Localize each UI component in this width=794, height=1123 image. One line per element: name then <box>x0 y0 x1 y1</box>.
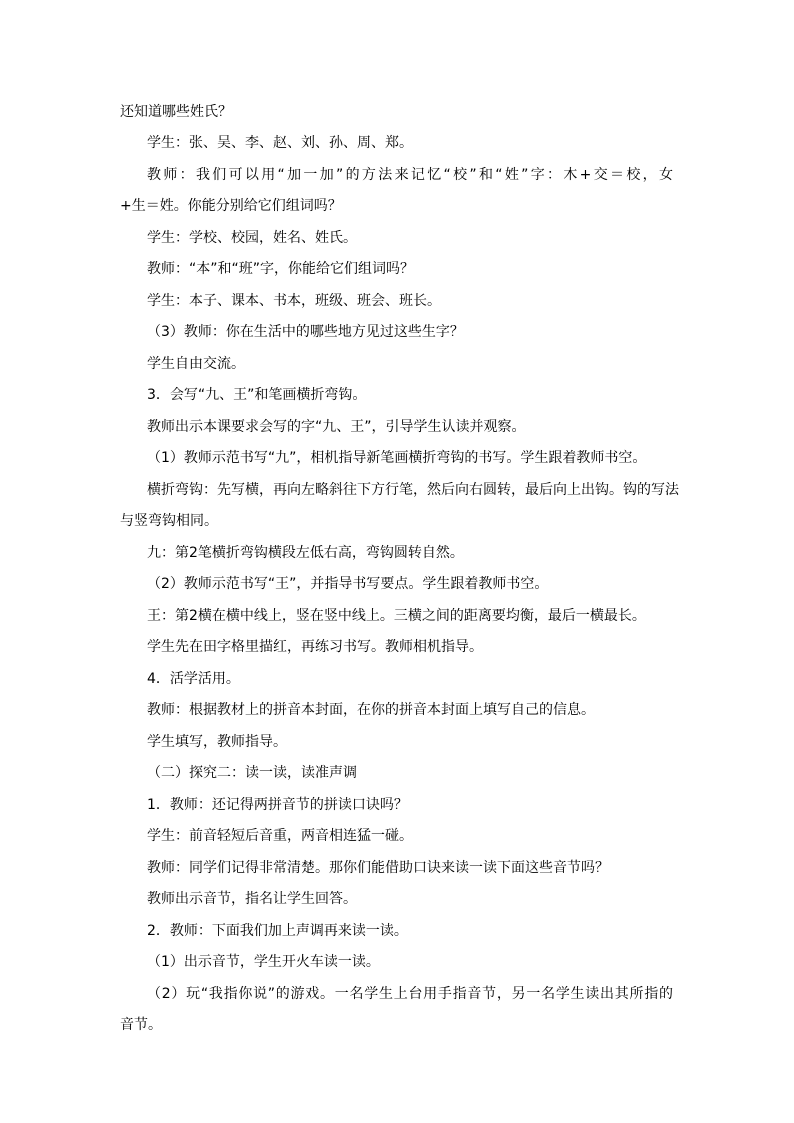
paragraph-line: 教师：同学们记得非常清楚。那你们能借助口诀来读一读下面这些音节吗？ <box>147 860 609 876</box>
paragraph-line: 学生先在田字格里描红，再练习书写。教师相机指导。 <box>147 639 483 655</box>
paragraph-line: 2．教师：下面我们加上声调再来读一读。 <box>147 923 408 939</box>
paragraph-line: 教师：根据教材上的拼音本封面，在你的拼音本封面上填写自己的信息。 <box>147 702 595 718</box>
paragraph-line: 横折弯钩：先写横，再向左略斜往下方行笔，然后向右圆转，最后向上出钩。钩的写法 <box>147 482 679 498</box>
paragraph-line: （3）教师：你在生活中的哪些地方见过这些生字？ <box>147 324 464 340</box>
paragraph-line: 学生：本子、课本、书本，班级、班会、班长。 <box>147 293 441 309</box>
paragraph-line: +生＝姓。你能分别给它们组词吗？ <box>120 198 342 214</box>
paragraph-line: 教师：“本”和“班”字，你能给它们组词吗？ <box>147 261 415 277</box>
paragraph-line: 学生自由交流。 <box>147 356 245 372</box>
paragraph-line: 学生：学校、校园，姓名、姓氏。 <box>147 230 357 246</box>
paragraph-line: 1．教师：还记得两拼音节的拼读口诀吗？ <box>147 797 408 813</box>
section-heading: （二）探究二：读一读，读准声调 <box>147 765 357 781</box>
paragraph-line: 学生：前音轻短后音重，两音相连猛一碰。 <box>147 828 413 844</box>
paragraph-line: 与竖弯钩相同。 <box>120 513 218 529</box>
paragraph-line: 音节。 <box>120 1017 162 1033</box>
paragraph-line: 教师出示音节，指名让学生回答。 <box>147 891 357 907</box>
paragraph-line: （2）教师示范书写“王”，并指导书写要点。学生跟着教师书空。 <box>147 576 549 592</box>
paragraph-line: 教师：我们可以用“加一加”的方法来记忆“校”和“姓”字：木+交＝校，女 <box>147 167 673 183</box>
paragraph-line: 学生填写，教师指导。 <box>147 734 287 750</box>
paragraph-line: 学生：张、吴、李、赵、刘、孙、周、郑。 <box>147 135 413 151</box>
section-heading: 3．会写“九、王”和笔画横折弯钩。 <box>147 387 367 403</box>
paragraph-line: （1）出示音节，学生开火车读一读。 <box>147 954 380 970</box>
paragraph-line: （2）玩“我指你说”的游戏。一名学生上台用手指音节，另一名学生读出其所指的 <box>147 986 673 1002</box>
paragraph-line: 九：第2笔横折弯钩横段左低右高，弯钩圆转自然。 <box>147 545 464 561</box>
section-heading: 4．活学活用。 <box>147 671 240 687</box>
paragraph-line: 还知道哪些姓氏？ <box>120 104 232 120</box>
paragraph-line: 王：第2横在横中线上，竖在竖中线上。三横之间的距离要均衡，最后一横最长。 <box>147 608 646 624</box>
paragraph-line: （1）教师示范书写“九”，相机指导新笔画横折弯钩的书写。学生跟着教师书空。 <box>147 450 647 466</box>
paragraph-line: 教师出示本课要求会写的字“九、王”，引导学生认读并观察。 <box>147 419 526 435</box>
